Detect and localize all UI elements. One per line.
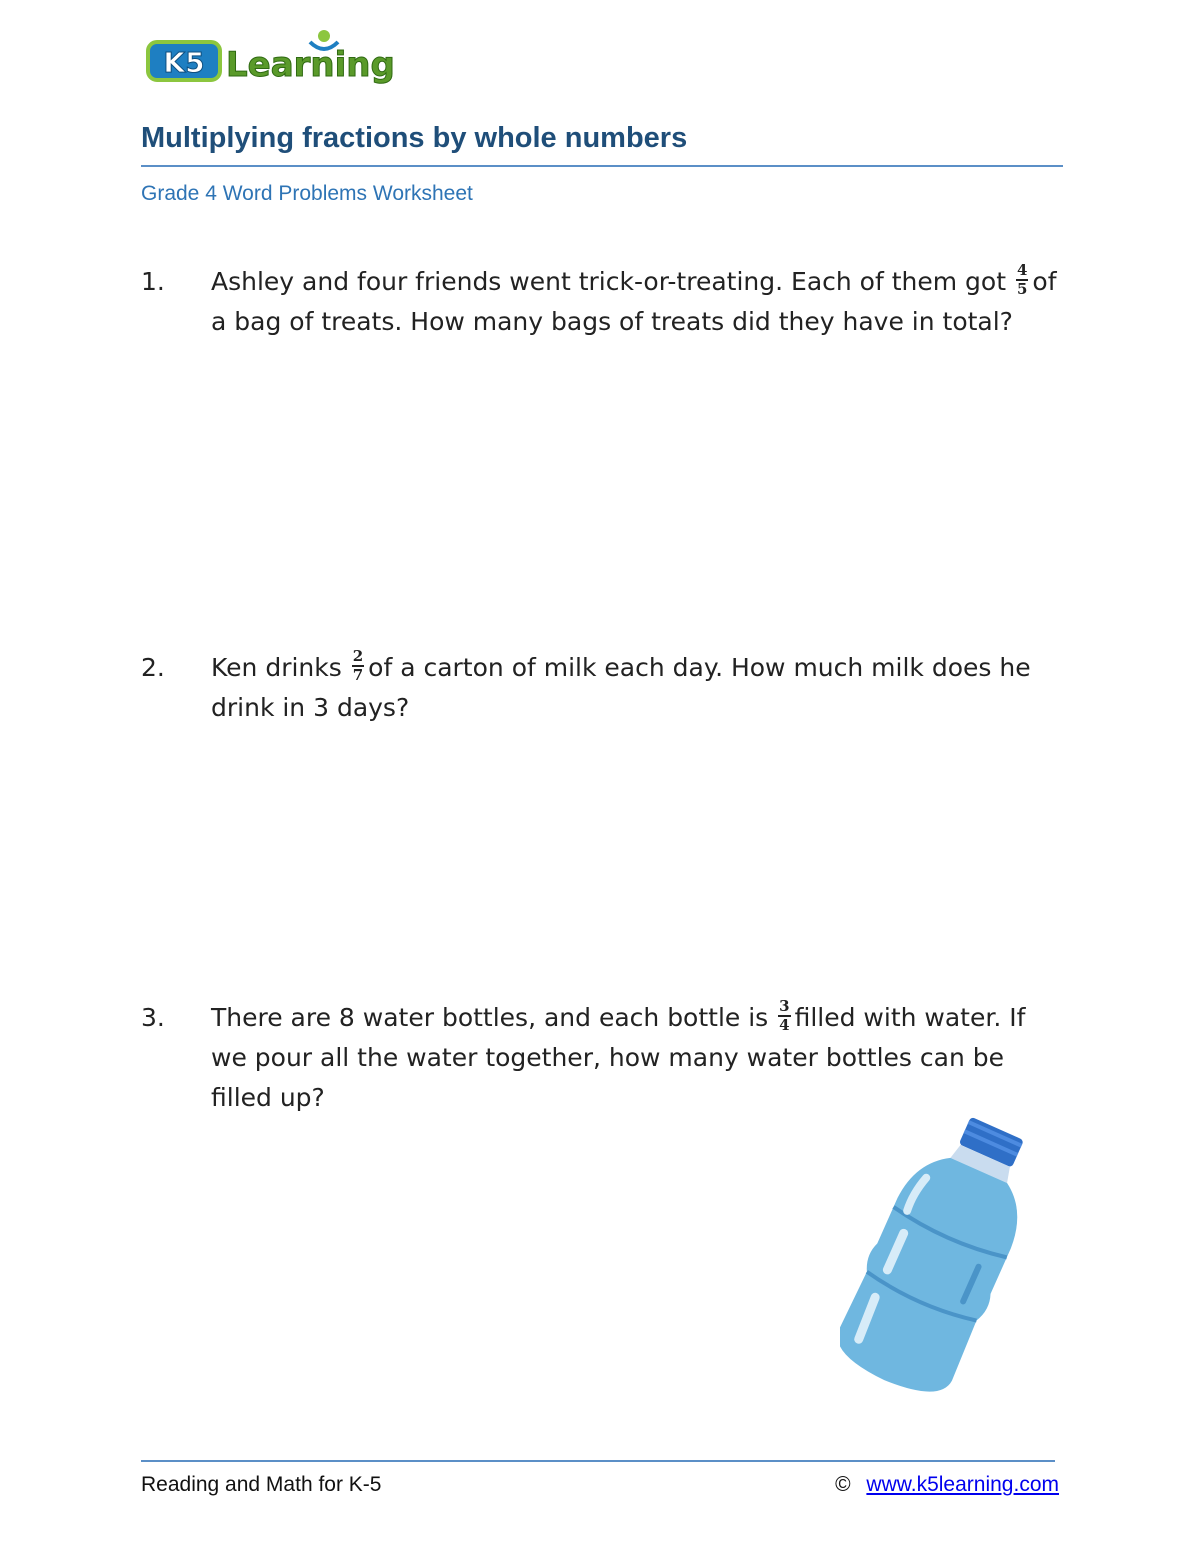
fraction bbox=[352, 649, 364, 683]
fraction-denominator: 4 bbox=[779, 1016, 790, 1034]
problem-text-after: of a carton of milk each day. How much milk does he drink in 3 days? bbox=[211, 653, 1031, 722]
problem-number: 1. bbox=[141, 267, 165, 296]
logo-learning-text: Learning bbox=[226, 45, 395, 85]
problem-text-before: Ken drinks bbox=[211, 653, 342, 682]
footer-tagline: Reading and Math for K-5 bbox=[141, 1473, 382, 1496]
page-title: Multiplying fractions by whole numbers bbox=[141, 122, 688, 154]
problem-text-before: There are 8 water bottles, and each bottle is bbox=[211, 1003, 769, 1032]
problem-text bbox=[211, 648, 1061, 728]
problem-number: 2. bbox=[141, 653, 165, 682]
problem-3 bbox=[141, 998, 1061, 1118]
fraction bbox=[1016, 263, 1028, 297]
problem-text-before: Ashley and four friends went trick-or-treating. Each of them got bbox=[211, 267, 1007, 296]
copyright-symbol: © bbox=[835, 1473, 851, 1496]
k5-learning-logo bbox=[146, 28, 406, 88]
fraction bbox=[778, 999, 790, 1033]
problem-number: 3. bbox=[141, 1003, 165, 1032]
problem-text bbox=[211, 998, 1061, 1118]
fraction-denominator: 5 bbox=[1016, 280, 1028, 298]
footer-copyright bbox=[835, 1473, 1059, 1497]
water-bottle-icon bbox=[840, 1110, 1040, 1400]
problem-2 bbox=[141, 648, 1061, 728]
footer-divider bbox=[141, 1460, 1055, 1462]
logo-k5-text: K5 bbox=[163, 46, 205, 79]
fraction-numerator: 2 bbox=[352, 647, 364, 665]
problem-text-after: of a bag of treats. How many bags of treats did they have in total? bbox=[211, 267, 1057, 336]
page-subtitle: Grade 4 Word Problems Worksheet bbox=[141, 182, 473, 205]
problem-text bbox=[211, 262, 1061, 342]
fraction-denominator: 7 bbox=[352, 666, 364, 684]
problem-1 bbox=[141, 262, 1061, 342]
fraction-numerator: 3 bbox=[779, 997, 790, 1015]
website-link[interactable]: www.k5learning.com bbox=[866, 1473, 1059, 1496]
title-divider bbox=[141, 165, 1063, 167]
problem-text-after: filled with water. If we pour all the water together, how many water bottles can be filled up? bbox=[211, 1003, 1026, 1112]
fraction-numerator: 4 bbox=[1016, 261, 1028, 279]
